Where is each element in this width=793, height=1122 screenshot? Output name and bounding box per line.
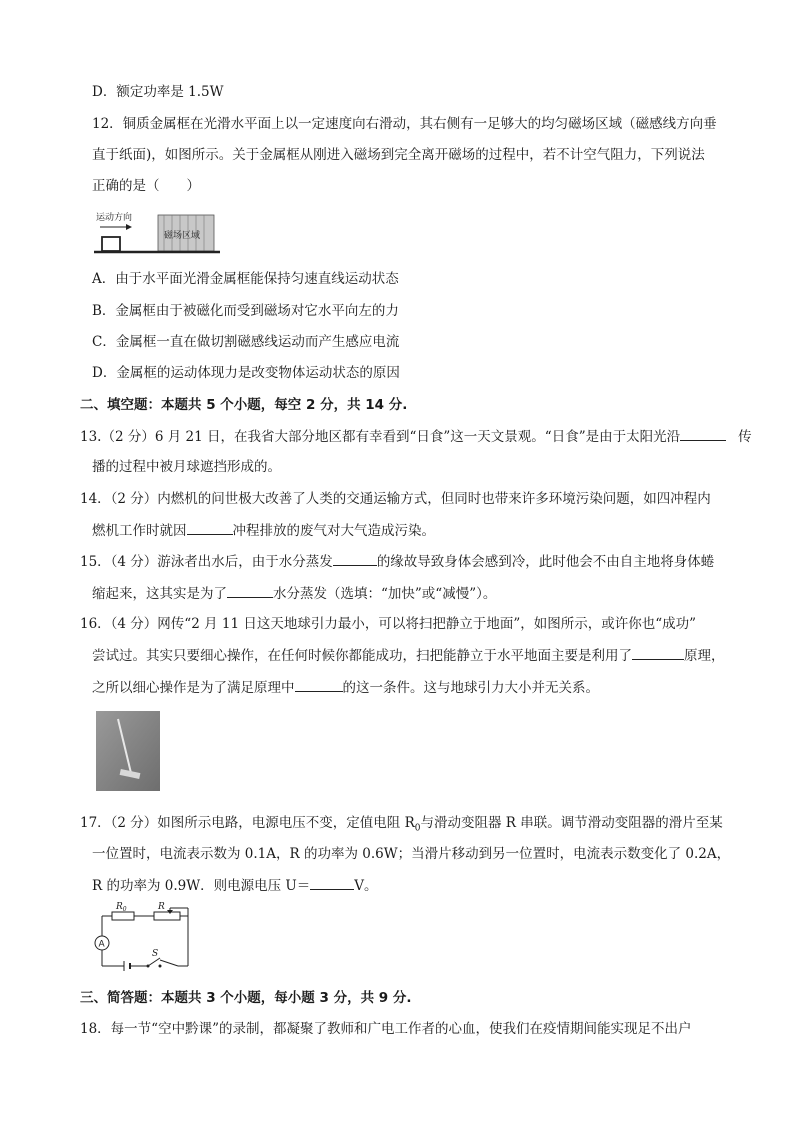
q16-broom-photo bbox=[96, 711, 160, 791]
q12-option-b: B．金属框由于被磁化而受到磁场对它水平向左的力 bbox=[92, 303, 399, 319]
q17-circuit-diagram bbox=[94, 902, 194, 972]
q13-text-b: 传 bbox=[738, 429, 752, 445]
q12-arrow-head bbox=[126, 224, 132, 230]
q17-switch-label: S bbox=[152, 949, 159, 959]
q13-blank bbox=[680, 426, 726, 441]
q12-magnetic-field-figure bbox=[94, 210, 224, 256]
q16-text-a: 尝试过。其实只要细心操作，在任何时候你都能成功，扫把能静立于水平地面主要是利用了 bbox=[92, 648, 632, 664]
q13-line1 bbox=[80, 426, 752, 447]
section3-title: 三、简答题：本题共 3 个小题，每小题 3 分，共 9 分. bbox=[80, 990, 412, 1006]
q16-text-c: 之所以细心操作是为了满足原理中 bbox=[92, 680, 295, 696]
q16-text-b: 原理， bbox=[684, 648, 725, 664]
q16-photo-background bbox=[96, 711, 160, 791]
q12-option-c: C．金属框一直在做切割磁感线运动而产生感应电流 bbox=[92, 334, 400, 350]
q15-blank-2 bbox=[227, 583, 273, 598]
q16-blank-2 bbox=[295, 677, 343, 692]
q17-text-b: 与滑动变阻器 R 串联。调节滑动变阻器的滑片至某 bbox=[420, 815, 723, 831]
q17-text-d: V。 bbox=[354, 878, 378, 894]
q17-r0-subscript: 0 bbox=[414, 823, 421, 834]
q13-line2: 播的过程中被月球遮挡形成的。 bbox=[92, 459, 281, 475]
q18-line1: 18．每一节“空中黔课”的录制，都凝聚了教师和广电工作者的心血，使我们在疫情期间能实现足不出户 bbox=[80, 1021, 692, 1037]
q15-line2 bbox=[92, 583, 496, 604]
q16-line3 bbox=[92, 677, 599, 698]
section2-title: 二、填空题：本题共 5 个小题，每空 2 分，共 14 分. bbox=[80, 397, 408, 413]
q17-text-c: R 的功率为 0.9W．则电源电压 U＝ bbox=[92, 878, 311, 894]
q17-r-label: R bbox=[158, 902, 165, 912]
q17-rheostat-r bbox=[154, 912, 180, 920]
q15-text-c: 缩起来，这其实是为了 bbox=[92, 586, 227, 602]
q16-line1: 16．（4 分）网传“2 月 11 日这天地球引力最小，可以将扫把静立于地面”，如图所示，或许你也“成功” bbox=[80, 616, 697, 632]
q17-ammeter-label: A bbox=[98, 939, 105, 950]
q12-motion-direction-label: 运动方向 bbox=[96, 213, 133, 223]
q14-text-a: 燃机工作时就因 bbox=[92, 523, 187, 539]
q17-line1 bbox=[80, 813, 723, 839]
q14-text-b: 冲程排放的废气对大气造成污染。 bbox=[232, 523, 435, 539]
q14-blank bbox=[187, 520, 233, 535]
q17-text-a: 17．（2 分）如图所示电路，电源电压不变，定值电阻 R bbox=[80, 815, 415, 831]
q16-text-d: 的这一条件。这与地球引力大小并无关系。 bbox=[342, 680, 599, 696]
q12-option-a: A．由于水平面光滑金属框能保持匀速直线运动状态 bbox=[92, 271, 399, 287]
q15-blank-1 bbox=[333, 551, 377, 566]
q17-resistor-r0 bbox=[112, 912, 134, 920]
q12-stem-line3: 正确的是（ ） bbox=[92, 178, 200, 194]
q12-option-d: D．金属框的运动体现力是改变物体运动状态的原因 bbox=[92, 365, 400, 381]
q17-line2: 一位置时，电流表示数为 0.1A，R 的功率为 0.6W；当滑片移动到另一位置时，电流表示数变化了 0.2A， bbox=[92, 846, 731, 862]
q17-r0-label: $R_0$ bbox=[116, 902, 127, 913]
q12-metal-frame bbox=[102, 237, 120, 251]
q12-stem-line1: 12．铜质金属框在光滑水平面上以一定速度向右滑动，其右侧有一足够大的均匀磁场区域（磁感线方向垂 bbox=[92, 116, 717, 132]
q15-text-d: 水分蒸发（选填：“加快”或“减慢”）。 bbox=[273, 586, 497, 602]
q16-line2 bbox=[92, 645, 725, 666]
q15-text-a: 15．（4 分）游泳者出水后，由于水分蒸发 bbox=[80, 554, 333, 570]
q17-switch-blade bbox=[148, 958, 160, 966]
q12-field-label: 磁场区域 bbox=[164, 231, 201, 241]
q16-blank-1 bbox=[632, 645, 684, 660]
q14-line1: 14．（2 分）内燃机的问世极大改善了人类的交通运输方式，但同时也带来许多环境污染问题，如四冲程内 bbox=[80, 491, 711, 507]
q11-option-d: D．额定功率是 1.5W bbox=[92, 84, 224, 100]
q17-line3 bbox=[92, 875, 378, 896]
q13-text-a: 13.（2 分）6 月 21 日，在我省大部分地区都有幸看到“日食”这一天文景观。“日食”是由于太阳光沿 bbox=[80, 429, 681, 445]
q14-line2 bbox=[92, 520, 435, 541]
q15-line1 bbox=[80, 551, 714, 572]
q12-stem-line2: 直于纸面)，如图所示。关于金属框从刚进入磁场到完全离开磁场的过程中，若不计空气阻力，下列说法 bbox=[92, 147, 705, 163]
q17-blank bbox=[310, 875, 354, 890]
q15-text-b: 的缘故导致身体会感到冷，此时他会不由自主地将身体蜷 bbox=[376, 554, 715, 570]
